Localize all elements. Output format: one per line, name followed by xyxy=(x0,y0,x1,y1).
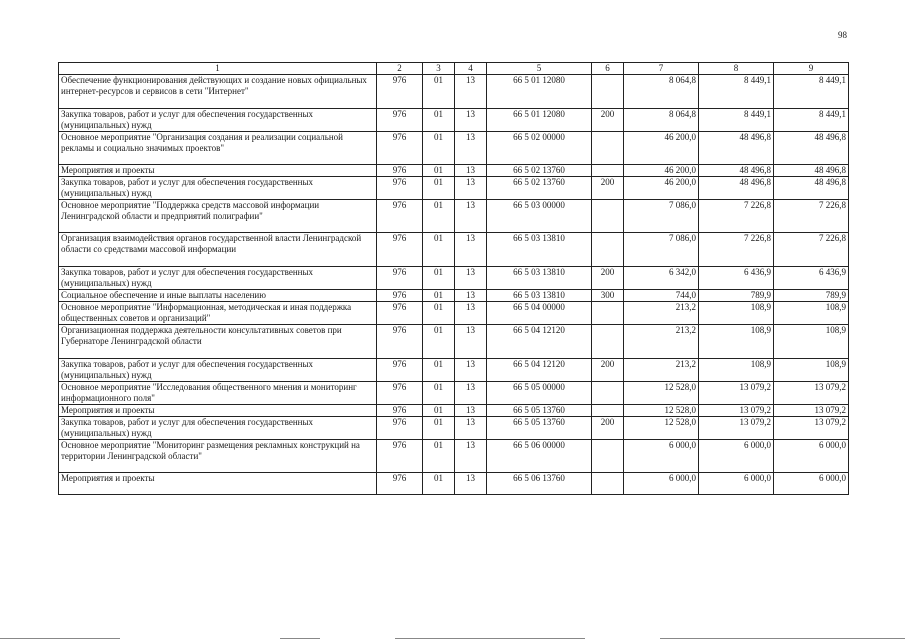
row-value-cell: 976 xyxy=(377,165,423,177)
row-value-cell: 976 xyxy=(377,290,423,302)
table-row xyxy=(59,290,849,302)
row-value-cell: 13 xyxy=(455,302,487,325)
row-value-cell xyxy=(592,405,624,417)
row-name-cell: Закупка товаров, работ и услуг для обеспечения государственных (муниципальных) нужд xyxy=(59,109,377,132)
row-value-cell: 976 xyxy=(377,382,423,405)
row-value-cell: 976 xyxy=(377,417,423,440)
row-value-cell: 66 5 05 13760 xyxy=(487,417,592,440)
row-value-cell: 01 xyxy=(423,417,455,440)
row-name-cell: Основное мероприятие "Мониторинг размещения рекламных конструкций на территории Ленинградской области" xyxy=(59,440,377,473)
row-value-cell: 976 xyxy=(377,359,423,382)
row-value-cell: 13 xyxy=(455,417,487,440)
row-value-cell: 48 496,8 xyxy=(774,132,849,165)
row-value-cell: 200 xyxy=(592,359,624,382)
row-value-cell: 789,9 xyxy=(699,290,774,302)
budget-table xyxy=(58,62,849,495)
row-value-cell: 6 000,0 xyxy=(624,473,699,495)
scan-edge-line xyxy=(280,638,320,639)
row-value-cell: 13 xyxy=(455,177,487,200)
row-name-cell: Закупка товаров, работ и услуг для обеспечения государственных (муниципальных) нужд xyxy=(59,359,377,382)
row-value-cell xyxy=(592,233,624,267)
row-value-cell: 213,2 xyxy=(624,359,699,382)
row-value-cell: 8 449,1 xyxy=(699,75,774,109)
row-value-cell: 200 xyxy=(592,417,624,440)
row-value-cell: 213,2 xyxy=(624,325,699,359)
row-value-cell: 66 5 02 00000 xyxy=(487,132,592,165)
row-value-cell: 48 496,8 xyxy=(699,177,774,200)
row-value-cell: 7 226,8 xyxy=(774,200,849,233)
row-value-cell: 13 xyxy=(455,267,487,290)
row-value-cell xyxy=(592,325,624,359)
row-value-cell: 8 064,8 xyxy=(624,109,699,132)
row-value-cell: 108,9 xyxy=(774,302,849,325)
row-value-cell xyxy=(592,132,624,165)
row-value-cell: 01 xyxy=(423,200,455,233)
row-value-cell: 13 xyxy=(455,233,487,267)
row-value-cell: 108,9 xyxy=(699,359,774,382)
row-value-cell: 12 528,0 xyxy=(624,382,699,405)
row-name-cell: Основное мероприятие "Поддержка средств массовой информации Ленинградской области и предприятий полиграфии" xyxy=(59,200,377,233)
row-value-cell xyxy=(592,473,624,495)
column-header: 8 xyxy=(699,63,774,75)
table-row xyxy=(59,302,849,325)
row-value-cell: 13 079,2 xyxy=(699,405,774,417)
scan-edge-line xyxy=(0,638,120,639)
row-value-cell: 6 436,9 xyxy=(774,267,849,290)
table-row xyxy=(59,325,849,359)
row-value-cell: 13 xyxy=(455,75,487,109)
table-row xyxy=(59,177,849,200)
row-value-cell: 6 342,0 xyxy=(624,267,699,290)
row-name-cell: Мероприятия и проекты xyxy=(59,405,377,417)
row-value-cell: 01 xyxy=(423,302,455,325)
row-value-cell: 66 5 04 12120 xyxy=(487,325,592,359)
row-value-cell: 789,9 xyxy=(774,290,849,302)
row-value-cell: 01 xyxy=(423,132,455,165)
row-value-cell xyxy=(592,440,624,473)
row-value-cell: 7 086,0 xyxy=(624,200,699,233)
row-value-cell: 976 xyxy=(377,233,423,267)
row-value-cell: 66 5 06 13760 xyxy=(487,473,592,495)
row-value-cell: 200 xyxy=(592,177,624,200)
row-name-cell: Мероприятия и проекты xyxy=(59,165,377,177)
row-name-cell: Обеспечение функционирования действующих и создание новых официальных интернет-ресурсов и сервисов в сети "Интернет" xyxy=(59,75,377,109)
row-value-cell: 66 5 04 12120 xyxy=(487,359,592,382)
row-value-cell: 976 xyxy=(377,440,423,473)
row-value-cell: 976 xyxy=(377,200,423,233)
row-value-cell: 976 xyxy=(377,75,423,109)
table-row xyxy=(59,109,849,132)
row-value-cell: 66 5 04 00000 xyxy=(487,302,592,325)
row-value-cell: 01 xyxy=(423,290,455,302)
row-name-cell: Закупка товаров, работ и услуг для обеспечения государственных (муниципальных) нужд xyxy=(59,177,377,200)
row-value-cell: 7 086,0 xyxy=(624,233,699,267)
row-value-cell: 48 496,8 xyxy=(699,132,774,165)
column-header: 5 xyxy=(487,63,592,75)
row-value-cell: 744,0 xyxy=(624,290,699,302)
scan-edge-line xyxy=(660,638,905,639)
row-value-cell xyxy=(592,382,624,405)
row-value-cell: 46 200,0 xyxy=(624,132,699,165)
row-value-cell: 01 xyxy=(423,440,455,473)
row-value-cell: 01 xyxy=(423,382,455,405)
row-value-cell: 01 xyxy=(423,165,455,177)
row-value-cell: 976 xyxy=(377,473,423,495)
row-value-cell: 13 xyxy=(455,290,487,302)
row-value-cell: 6 000,0 xyxy=(774,473,849,495)
row-value-cell: 66 5 03 13810 xyxy=(487,290,592,302)
row-value-cell: 12 528,0 xyxy=(624,417,699,440)
row-value-cell: 66 5 06 00000 xyxy=(487,440,592,473)
row-value-cell: 976 xyxy=(377,267,423,290)
row-value-cell: 13 xyxy=(455,382,487,405)
column-header: 3 xyxy=(423,63,455,75)
table-row xyxy=(59,405,849,417)
column-header: 1 xyxy=(59,63,377,75)
row-value-cell: 6 000,0 xyxy=(774,440,849,473)
row-value-cell: 8 449,1 xyxy=(774,109,849,132)
row-value-cell: 976 xyxy=(377,177,423,200)
row-value-cell: 6 000,0 xyxy=(699,440,774,473)
table-row xyxy=(59,473,849,495)
row-value-cell xyxy=(592,302,624,325)
row-value-cell: 13 079,2 xyxy=(699,382,774,405)
row-value-cell: 13 079,2 xyxy=(774,405,849,417)
row-name-cell: Основное мероприятие "Организация создания и реализации социальной рекламы и социально значимых проектов" xyxy=(59,132,377,165)
row-value-cell xyxy=(592,165,624,177)
row-value-cell: 01 xyxy=(423,325,455,359)
page-number: 98 xyxy=(838,30,847,40)
row-value-cell: 01 xyxy=(423,405,455,417)
row-value-cell: 8 449,1 xyxy=(774,75,849,109)
row-value-cell: 213,2 xyxy=(624,302,699,325)
row-value-cell: 13 xyxy=(455,165,487,177)
row-value-cell: 6 000,0 xyxy=(624,440,699,473)
row-value-cell: 7 226,8 xyxy=(699,233,774,267)
row-value-cell: 66 5 05 00000 xyxy=(487,382,592,405)
header-row xyxy=(59,63,849,75)
row-value-cell: 12 528,0 xyxy=(624,405,699,417)
row-value-cell: 01 xyxy=(423,75,455,109)
row-value-cell: 66 5 03 00000 xyxy=(487,200,592,233)
row-name-cell: Социальное обеспечение и иные выплаты населению xyxy=(59,290,377,302)
row-value-cell: 13 079,2 xyxy=(774,382,849,405)
row-name-cell: Основное мероприятие "Исследования общественного мнения и мониторинг информационного поля" xyxy=(59,382,377,405)
row-name-cell: Мероприятия и проекты xyxy=(59,473,377,495)
row-value-cell: 66 5 02 13760 xyxy=(487,165,592,177)
column-header: 9 xyxy=(774,63,849,75)
table-row xyxy=(59,417,849,440)
row-value-cell: 66 5 02 13760 xyxy=(487,177,592,200)
row-value-cell: 976 xyxy=(377,325,423,359)
row-value-cell: 976 xyxy=(377,302,423,325)
row-value-cell: 13 xyxy=(455,200,487,233)
row-value-cell: 13 xyxy=(455,440,487,473)
row-value-cell: 108,9 xyxy=(699,302,774,325)
row-value-cell: 300 xyxy=(592,290,624,302)
row-value-cell: 01 xyxy=(423,473,455,495)
row-value-cell: 7 226,8 xyxy=(774,233,849,267)
column-header: 4 xyxy=(455,63,487,75)
row-name-cell: Организация взаимодействия органов государственной власти Ленинградской области со средствами массовой информации xyxy=(59,233,377,267)
table-row xyxy=(59,75,849,109)
row-value-cell: 01 xyxy=(423,177,455,200)
row-value-cell: 13 xyxy=(455,405,487,417)
row-value-cell: 48 496,8 xyxy=(699,165,774,177)
column-header: 6 xyxy=(592,63,624,75)
table-row xyxy=(59,382,849,405)
row-value-cell: 976 xyxy=(377,405,423,417)
row-value-cell: 13 xyxy=(455,132,487,165)
table-row xyxy=(59,440,849,473)
row-value-cell: 8 064,8 xyxy=(624,75,699,109)
row-value-cell: 108,9 xyxy=(774,359,849,382)
row-value-cell: 46 200,0 xyxy=(624,177,699,200)
row-value-cell xyxy=(592,200,624,233)
row-value-cell: 13 079,2 xyxy=(699,417,774,440)
row-value-cell: 66 5 05 13760 xyxy=(487,405,592,417)
row-value-cell: 200 xyxy=(592,109,624,132)
row-value-cell: 66 5 01 12080 xyxy=(487,109,592,132)
table-row xyxy=(59,200,849,233)
row-value-cell: 108,9 xyxy=(774,325,849,359)
row-value-cell xyxy=(592,75,624,109)
row-name-cell: Организационная поддержка деятельности консультативных советов при Губернаторе Ленинградской области xyxy=(59,325,377,359)
row-value-cell: 200 xyxy=(592,267,624,290)
row-value-cell: 66 5 03 13810 xyxy=(487,233,592,267)
row-value-cell: 108,9 xyxy=(699,325,774,359)
row-value-cell: 976 xyxy=(377,109,423,132)
row-name-cell: Основное мероприятие "Информационная, методическая и иная поддержка общественных советов и организаций" xyxy=(59,302,377,325)
row-value-cell: 01 xyxy=(423,267,455,290)
column-header: 7 xyxy=(624,63,699,75)
row-value-cell: 01 xyxy=(423,359,455,382)
row-value-cell: 48 496,8 xyxy=(774,165,849,177)
column-header: 2 xyxy=(377,63,423,75)
row-value-cell: 01 xyxy=(423,233,455,267)
row-value-cell: 48 496,8 xyxy=(774,177,849,200)
row-value-cell: 7 226,8 xyxy=(699,200,774,233)
row-value-cell: 13 xyxy=(455,109,487,132)
row-value-cell: 66 5 03 13810 xyxy=(487,267,592,290)
row-value-cell: 6 000,0 xyxy=(699,473,774,495)
row-value-cell: 13 xyxy=(455,325,487,359)
row-name-cell: Закупка товаров, работ и услуг для обеспечения государственных (муниципальных) нужд xyxy=(59,417,377,440)
row-value-cell: 13 xyxy=(455,359,487,382)
scan-edge-line xyxy=(395,638,585,639)
row-value-cell: 6 436,9 xyxy=(699,267,774,290)
row-value-cell: 01 xyxy=(423,109,455,132)
row-value-cell: 13 079,2 xyxy=(774,417,849,440)
row-value-cell: 976 xyxy=(377,132,423,165)
table-row xyxy=(59,233,849,267)
table-row xyxy=(59,359,849,382)
row-value-cell: 46 200,0 xyxy=(624,165,699,177)
table-row xyxy=(59,267,849,290)
row-value-cell: 8 449,1 xyxy=(699,109,774,132)
table-row xyxy=(59,165,849,177)
table-row xyxy=(59,132,849,165)
row-value-cell: 66 5 01 12080 xyxy=(487,75,592,109)
row-value-cell: 13 xyxy=(455,473,487,495)
row-name-cell: Закупка товаров, работ и услуг для обеспечения государственных (муниципальных) нужд xyxy=(59,267,377,290)
